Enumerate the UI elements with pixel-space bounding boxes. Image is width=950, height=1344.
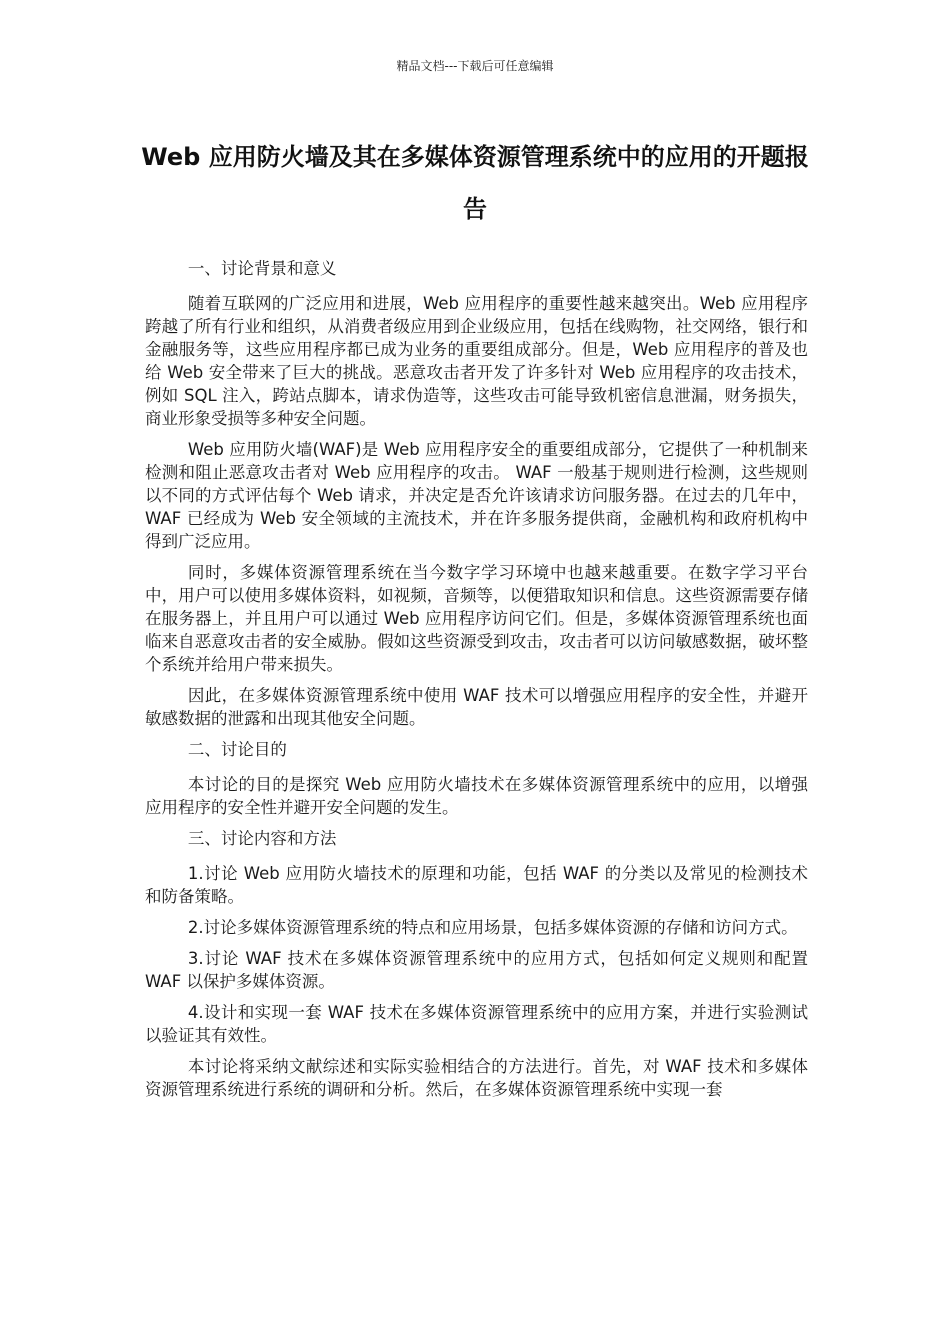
section-heading: 一、讨论背景和意义 (187, 259, 337, 278)
page-header-watermark: 精品文档---下载后可任意编辑 (396, 59, 554, 73)
paragraph: 本讨论的目的是探究 Web 应用防火墙技术在多媒体资源管理系统中的应用，以增强应用程序的安全性并避开安全问题的发生。 (145, 775, 808, 817)
paragraph: 随着互联网的广泛应用和进展，Web 应用程序的重要性越来越突出。Web 应用程序跨越了所有行业和组织，从消费者级应用到企业级应用，包括在线购物，社交网络，银行和金融服务等，这些应用程序都已成为业务的重要组成部分。但是，Web 应用程序的普及也给 Web 安全带来了巨大的挑战。恶意攻击者开发了许多针对 Web 应用程序的攻击技术，例如 SQL 注入，跨站点脚本，请求伪造等，这些攻击可能导致机密信息泄漏，财务损失，商业形象受损等多种安全问题。 (145, 294, 808, 428)
paragraph: Web 应用防火墙(WAF)是 Web 应用程序安全的重要组成部分，它提供了一种机制来检测和阻止恶意攻击者对 Web 应用程序的攻击。 WAF 一般基于规则进行检测，这些规则以不同的方式评估每个 Web 请求，并决定是否允许该请求访问服务器。在过去的几年中，WAF 已经成为 Web 安全领域的主流技术，并在许多服务提供商，金融机构和政府机构中得到广泛应用。 (145, 440, 808, 551)
paragraph: 同时，多媒体资源管理系统在当今数字学习环境中也越来越重要。在数字学习平台中，用户可以使用多媒体资料，如视频，音频等，以便猎取知识和信息。这些资源需要存储在服务器上，并且用户可以通过 Web 应用程序访问它们。但是，多媒体资源管理系统也面临来自恶意攻击者的安全威胁。假如这些资源受到攻击，攻击者可以访问敏感数据，破坏整个系统并给用户带来损失。 (145, 563, 808, 674)
paragraph: 因此，在多媒体资源管理系统中使用 WAF 技术可以增强应用程序的安全性，并避开敏感数据的泄露和出现其他安全问题。 (145, 686, 808, 728)
paragraph: 本讨论将采纳文献综述和实际实验相结合的方法进行。首先，对 WAF 技术和多媒体资源管理系统进行系统的调研和分析。然后，在多媒体资源管理系统中实现一套 (145, 1057, 808, 1099)
section-heading: 二、讨论目的 (187, 740, 287, 759)
list-item: 4.设计和实现一套 WAF 技术在多媒体资源管理系统中的应用方案，并进行实验测试以验证其有效性。 (145, 1003, 808, 1045)
document-title: Web 应用防火墙及其在多媒体资源管理系统中的应用的开题报告 (141, 143, 809, 223)
list-item: 1.讨论 Web 应用防火墙技术的原理和功能，包括 WAF 的分类以及常见的检测技术和防备策略。 (145, 864, 808, 906)
document-body (145, 257, 808, 1109)
list-item: 3.讨论 WAF 技术在多媒体资源管理系统中的应用方式，包括如何定义规则和配置 WAF 以保护多媒体资源。 (145, 949, 808, 991)
list-item: 2.讨论多媒体资源管理系统的特点和应用场景，包括多媒体资源的存储和访问方式。 (187, 918, 798, 937)
section-heading: 三、讨论内容和方法 (187, 829, 337, 848)
